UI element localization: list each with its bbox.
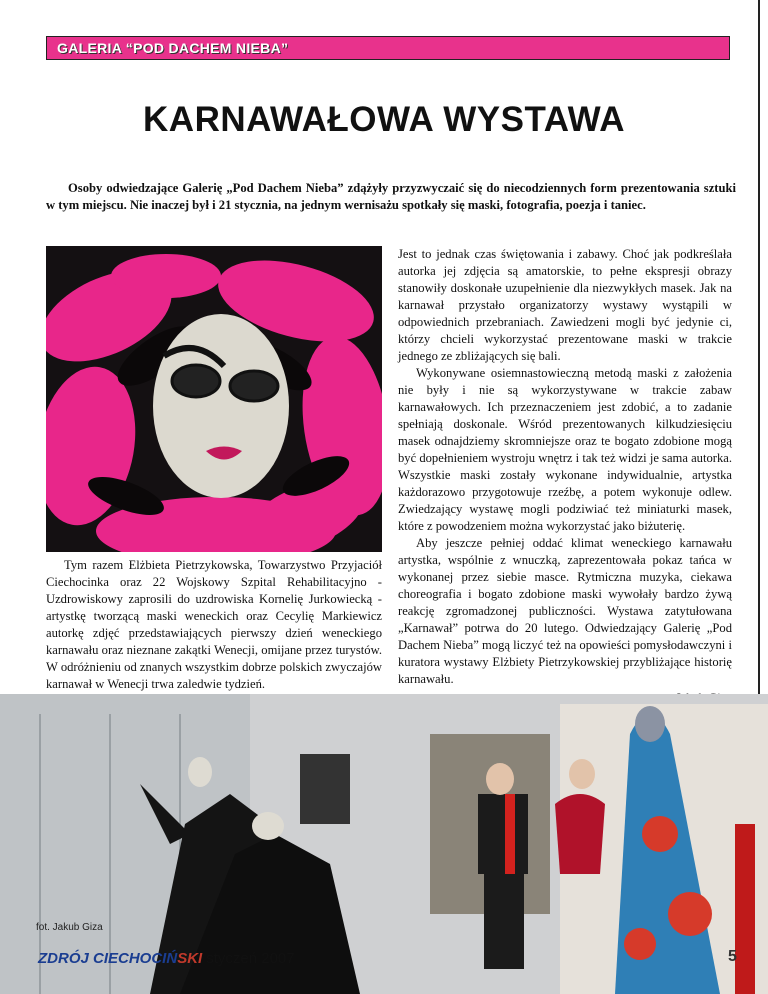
page-title: KARNAWAŁOWA WYSTAWA [143,100,625,139]
photo-feather-mask [46,246,382,552]
body-column-left: Tym razem Elżbieta Pietrzykowska, Towarzystwo Przyjaciół Ciechocinka oraz 22 Wojskowy Szpital Rehabilitacyjno - Uzdrowiskowy zaprosili do uzdrowiska Kornelię Jurkowiecką - artystkę tworzącą maski weneckich oraz Cecylię Markiewicz autorkę zdjęć przedstawiających pierwszy dzień weneckiego karnawału oraz nieznane zakątki Wenecji, omijane przez turystów. W odróżnieniu od znanych wszystkim dobrze polskich zwyczajów karnawał w Wenecji trwa zaledwie tydzień. [46,558,382,691]
page-footer [38,950,295,967]
page-number: 5 [728,948,737,965]
lead-paragraph: Osoby odwiedzające Galerię „Pod Dachem Nieba” zdążyły przyzwyczaić się do niecodziennych form prezentowania sztuki w tym miejscu. Nie inaczej był i 21 stycznia, na jednym wernisażu spotkały się maski, fotografia, poezja i taniec. [46,181,736,212]
issue-date: styczeń 2007 [206,950,295,967]
brand-main: ZDRÓJ CIECHOCIŃ [38,950,178,967]
mask-illustration [46,246,382,552]
paragraph: Aby jeszcze pełniej oddać klimat weneckiego karnawału artystka, wspólnie z wnuczką, zaprezentowała pokaz tańca w wykonanej przez siebie masce. Rytmiczna muzyka, ciekawa choreografia i bogato zdobione maski wywołały bardzo żywą reakcję zgromadzonej publiczności. Wystawa zatytułowana „Karnawał” potrwa do 20 lutego. Odwiedzający Galerię „Pod Dachem Nieba” mogą liczyć też na opowieści pomysłodawczyni i kuratora wystawy Elżbiety Pietrzykowskiej przybliżające historię karnawału. [398,536,732,686]
photo-credit: fot. Jakub Giza [36,922,103,933]
brand-ski: SKI [177,950,203,967]
performance-illustration [0,694,768,994]
body-column-right [398,246,732,707]
paragraph: Jest to jednak czas świętowania i zabawy. Choć jak podkreślała autorka jej zdjęcia są amatorskie, to pełne ekspresji obrazy stanowiły doskonałe uzupełnienie dla niezwykłych masek. Jak na karnawał przystało organizatorzy wystawy wystąpili w odpowiednich przebraniach. Zawiedzeni mogli być jedynie ci, którzy chcieli wykorzystać prezentowane maski w trakcie jednego ze zbliżających się bali. [398,247,732,363]
paragraph: Wykonywane osiemnastowieczną metodą maski z założenia nie były i nie są wykorzystywane w trakcie zabaw karnawałowych. Ich przeznaczeniem jest zdobić, a to zadanie spełniają doskonale. Wśród prezentowanych kilkudziesięciu masek odnajdziemy skromniejsze oraz te bogato zdobione mogą być dopełnieniem wystroju wnętrz i tak też widzi je sama autorka. Wszystkie maski zostały wykonane indywidualnie, artystka każdorazowo przygotowuje rzeźbę, a potem wykonuje odlew. Zwiedzający wystawę mogli podziwiać też miniaturki masek, które z powodzeniem można wykorzystać jako biżuterię. [398,366,732,533]
publication-name [38,950,202,967]
section-header: GALERIA “POD DACHEM NIEBA” [46,36,730,60]
photo-performance [0,694,768,994]
